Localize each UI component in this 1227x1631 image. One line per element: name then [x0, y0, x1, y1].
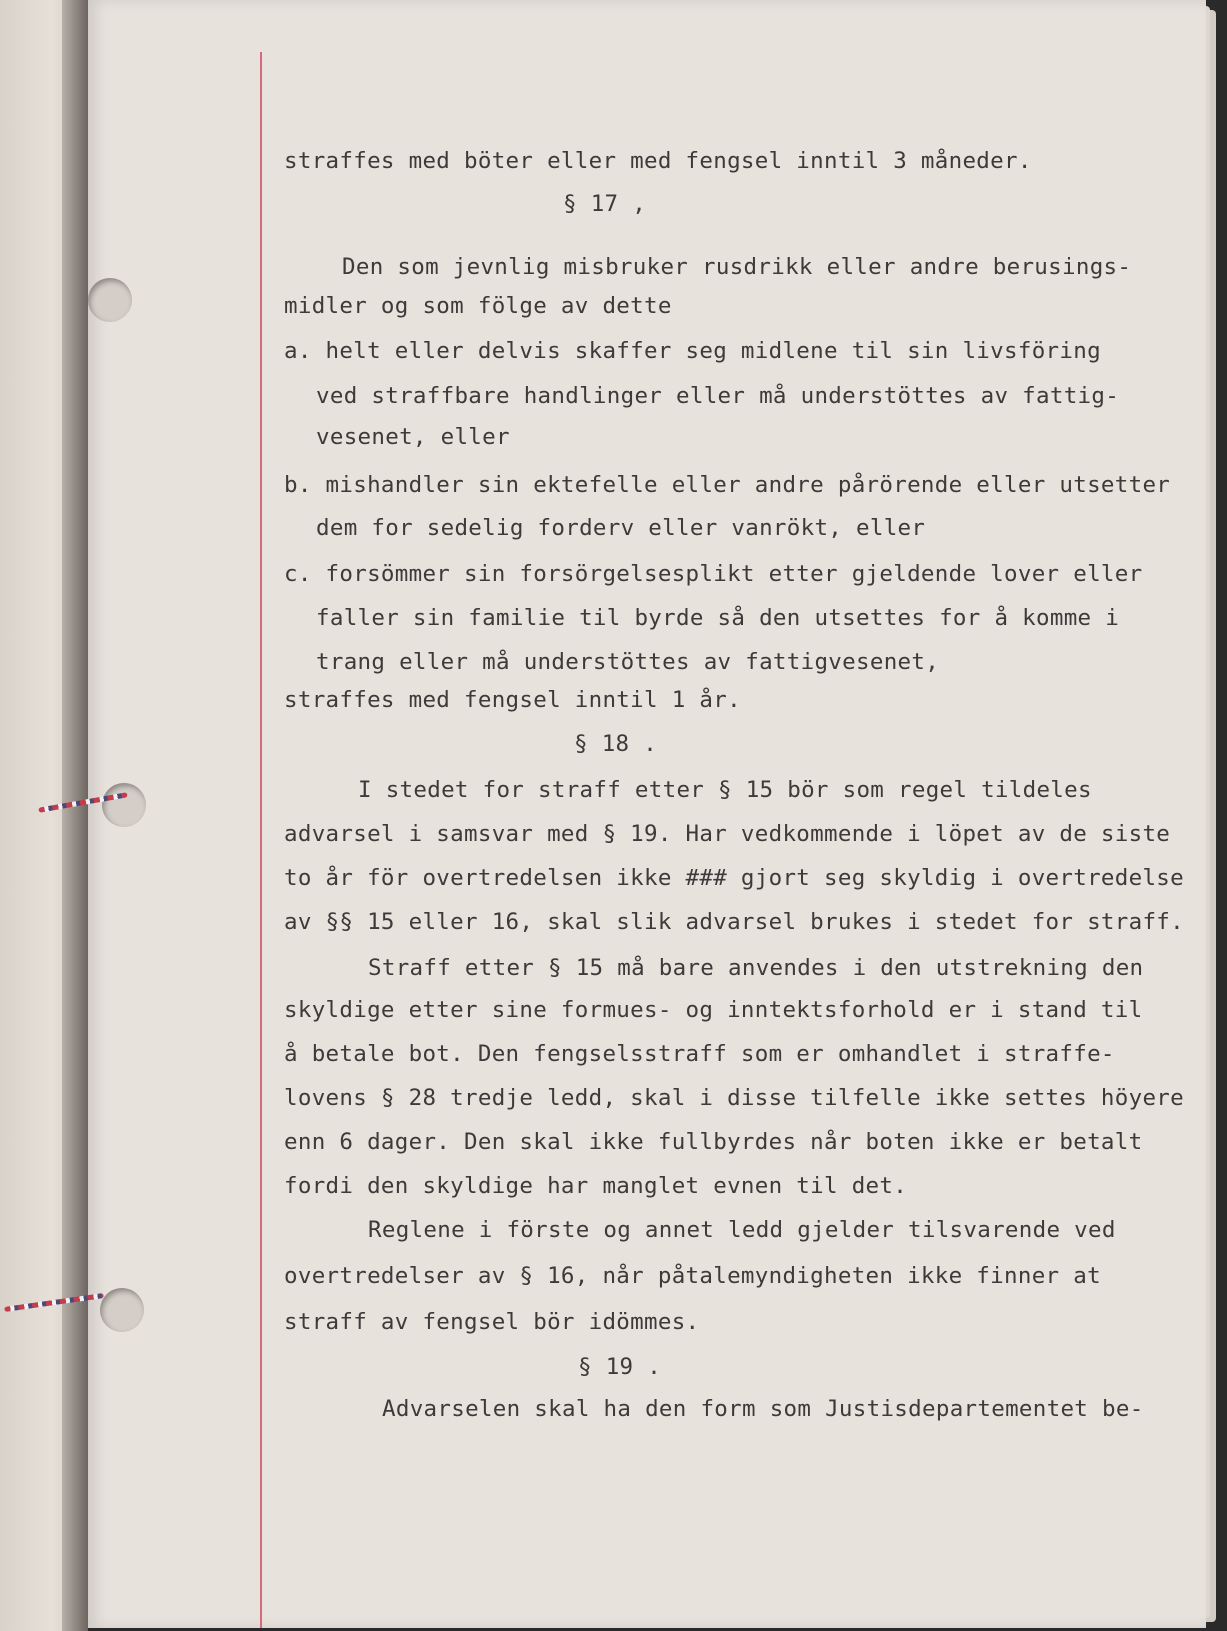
binder-gutter — [62, 0, 88, 1631]
text-line: a. helt eller delvis skaffer seg midlene til sin livsföring — [284, 338, 1101, 364]
text-line: skyldige etter sine formues- og inntektsforhold er i stand til — [284, 997, 1143, 1023]
document-page — [88, 0, 1206, 1628]
text-line: midler og som fölge av dette — [284, 293, 672, 319]
text-line: I stedet for straff etter § 15 bör som regel tildeles — [358, 777, 1092, 803]
text-line: lovens § 28 tredje ledd, skal i disse tilfelle ikke settes höyere — [284, 1085, 1184, 1111]
text-line: straff av fengsel bör idömmes. — [284, 1309, 700, 1335]
text-line: Straff etter § 15 må bare anvendes i den utstrekning den — [368, 955, 1144, 981]
text-line: b. mishandler sin ektefelle eller andre pårörende eller utsetter — [284, 472, 1171, 498]
text-line: advarsel i samsvar med § 19. Har vedkommende i löpet av de siste — [284, 821, 1171, 847]
text-line: straffes med böter eller med fengsel inntil 3 måneder. — [284, 148, 1032, 174]
text-line: å betale bot. Den fengselsstraff som er omhandlet i straffe- — [284, 1041, 1115, 1067]
typed-text — [88, 0, 1206, 1628]
text-line: Reglene i förste og annet ledd gjelder tilsvarende ved — [368, 1217, 1116, 1243]
text-line: to år för overtredelsen ikke ### gjort seg skyldig i overtredelse — [284, 865, 1184, 891]
text-line: fordi den skyldige har manglet evnen til det. — [284, 1173, 908, 1199]
text-line: ved straffbare handlinger eller må understöttes av fattig- — [316, 383, 1120, 409]
text-line: straffes med fengsel inntil 1 år. — [284, 687, 741, 713]
text-line: trang eller må understöttes av fattigvesenet, — [316, 649, 940, 675]
section-heading-19: § 19 . — [578, 1354, 662, 1380]
text-line: overtredelser av § 16, når påtalemyndigheten ikke finner at — [284, 1263, 1101, 1289]
section-heading-18: § 18 . — [574, 731, 658, 757]
text-line: dem for sedelig forderv eller vanrökt, eller — [316, 515, 926, 541]
text-line: vesenet, eller — [316, 424, 510, 450]
section-heading-17: § 17 , — [563, 191, 647, 217]
text-line: Den som jevnlig misbruker rusdrikk eller andre berusings- — [342, 254, 1132, 280]
text-line: Advarselen skal ha den form som Justisdepartementet be- — [382, 1396, 1144, 1422]
text-line: faller sin familie til byrde så den utsettes for å komme i — [316, 605, 1120, 631]
text-line: c. forsömmer sin forsörgelsesplikt etter gjeldende lover eller — [284, 561, 1143, 587]
text-line: av §§ 15 eller 16, skal slik advarsel brukes i stedet for straff. — [284, 909, 1184, 935]
text-line: enn 6 dager. Den skal ikke fullbyrdes når boten ikke er betalt — [284, 1129, 1143, 1155]
